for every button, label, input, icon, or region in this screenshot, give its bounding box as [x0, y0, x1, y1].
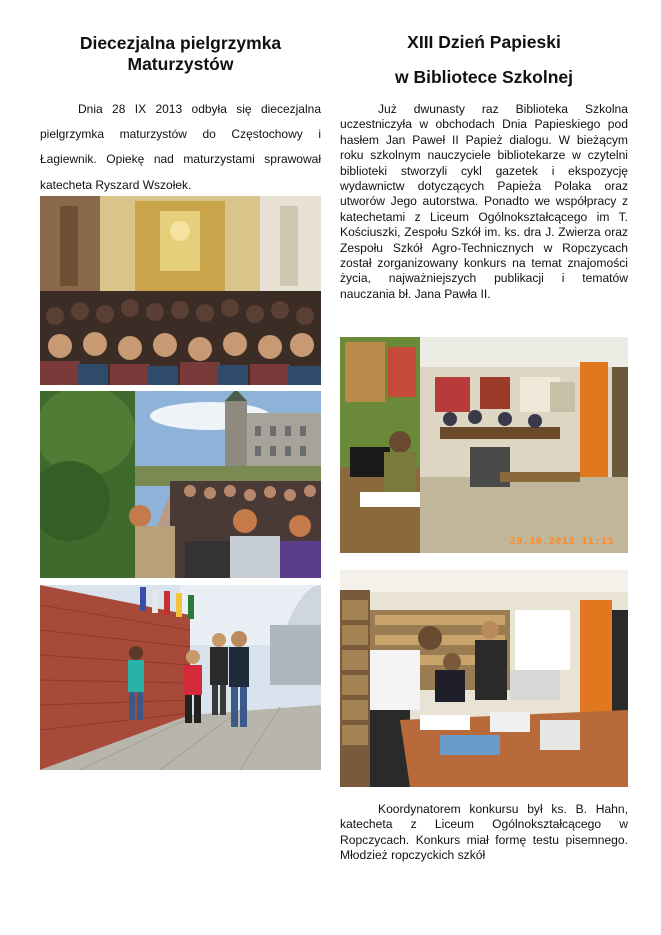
- right-article-title: [340, 32, 628, 88]
- students-by-brick-wall-photo: [40, 585, 321, 770]
- library-reading-room-photo: [340, 337, 628, 553]
- right-title-line1: XIII Dzień Papieski: [407, 32, 561, 52]
- pilgrims-on-ramparts-photo: [40, 391, 321, 578]
- photo-date-stamp: 29.10.2013 11:11: [509, 536, 614, 547]
- left-column: [40, 30, 321, 198]
- right-column: [340, 30, 628, 302]
- right-title-line2: w Bibliotece Szkolnej: [395, 67, 573, 87]
- right-article-text: Już dwunasty raz Biblioteka Szkolna uczestniczyła w obchodach Dnia Papieskiego pod hasłem Jan Paweł II Papież dialogu. W bieżącym roku szkolnym nauczyciele bibliotekarze w czytelni biblioteki stworzyli cykl gazetek i ekspozycję wydawnictw dotyczących Papieża Polaka oraz utworów Jego autorstwa. Ponadto we współpracy z katechetami z Liceum Ogólnokształcącego im T. Kościuszki, Zespołu Szkół im. ks. dra J. Zwierza oraz Zespołu Szkół Agro-Technicznych w Ropczycach został zorganizowany konkurs na temat znajomości życia, najważniejszych publikacji i tematów nauczania bł. Jana Pawła II.: [340, 102, 628, 301]
- church-interior-photo: [40, 196, 321, 385]
- left-article-title: Diecezjalna pielgrzymka Maturzystów: [79, 33, 282, 74]
- left-article-text: Dnia 28 IX 2013 odbyła się diecezjalna pielgrzymka maturzystów do Częstochowy i Łagiewnik. Opiekę nad maturzystami sprawował katecheta Ryszard Wszołek.: [40, 102, 321, 192]
- right-article-continuation: Koordynatorem konkursu był ks. B. Hahn, katecheta z Liceum Ogólnokształcącego w Ropczycach. Konkurs miał formę testu pisemnego. Młodzież ropczyckich szkół: [340, 802, 628, 863]
- library-desk-photo: [340, 570, 628, 787]
